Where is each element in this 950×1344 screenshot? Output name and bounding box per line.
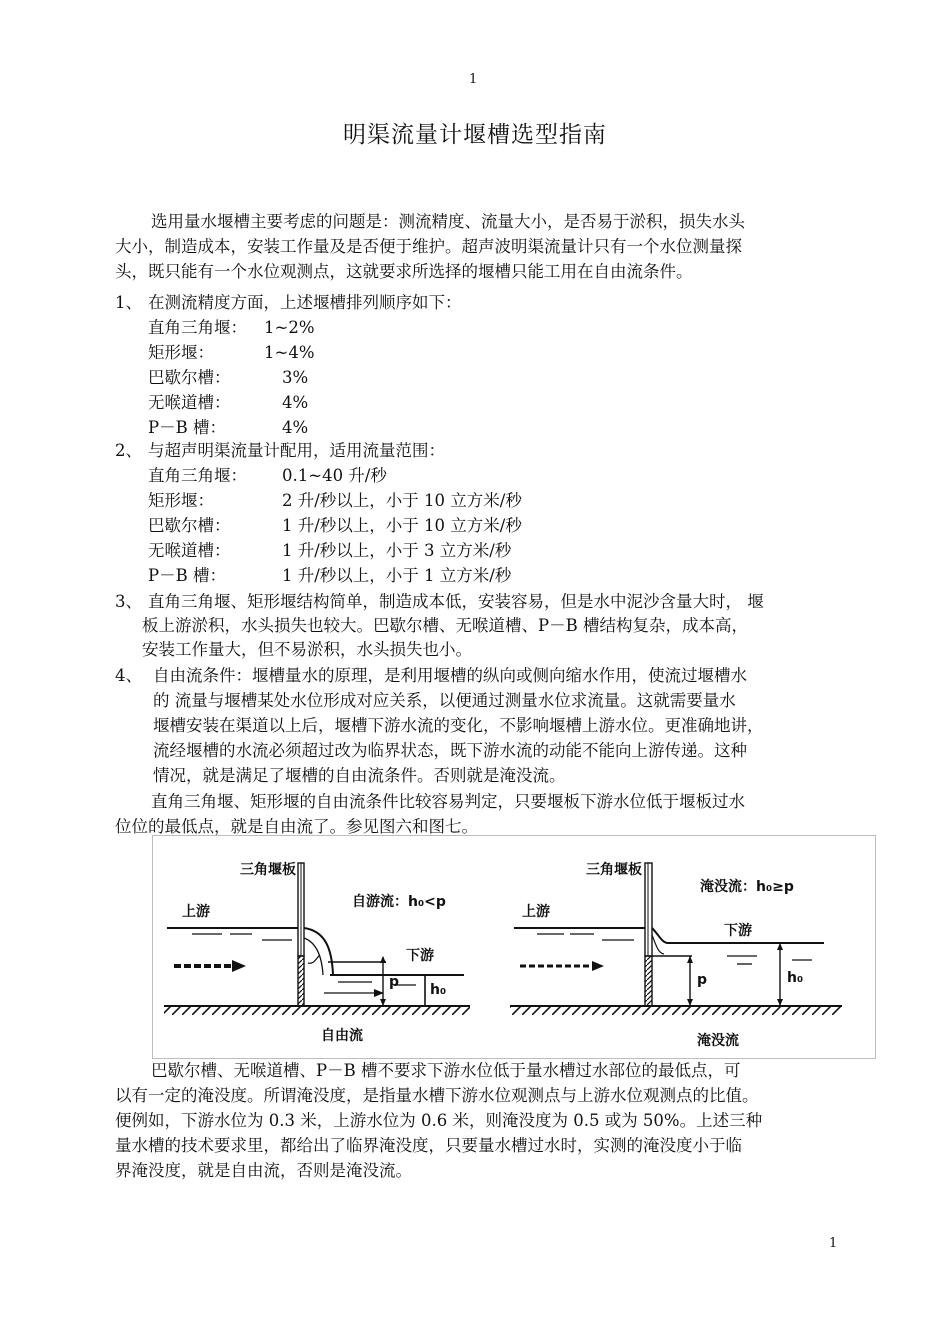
flume-para-line: 便例如，下游水位为 0.3 米，上游水位为 0.6 米，则淹没度为 0.5 或为 50%。上述三种 <box>115 1111 763 1130</box>
right-plate-label: 三角堰板 <box>586 862 642 878</box>
section2-heading: 与超声明渠流量计配用，适用流量范围： <box>148 441 445 460</box>
section4-number: 4、 <box>115 666 142 685</box>
flume-para-line: 界淹没度，就是自由流，否则是淹没流。 <box>115 1161 412 1180</box>
section2-number: 2、 <box>115 441 142 460</box>
right-caption: 淹没流 <box>697 1033 739 1049</box>
s2-item-name: 无喉道槽： <box>148 541 231 560</box>
flume-para-line: 量水槽的技术要求里，都给出了临界淹没度，只要量水槽过水时，实测的淹没度小于临 <box>115 1136 742 1155</box>
right-condition-label: 淹没流：h₀≥p <box>700 879 794 895</box>
s2-item-name: P－B 槽： <box>148 566 226 585</box>
left-h-label: h₀ <box>430 982 447 998</box>
s2-item-value: 2 升/秒以上，小于 10 立方米/秒 <box>282 491 522 510</box>
left-downstream-label: 下游 <box>406 948 434 964</box>
section4-line: 堰槽安装在渠道以上后，堰槽下游水流的变化，不影响堰槽上游水位。更准确地讲， <box>153 716 764 735</box>
section3-number: 3、 <box>115 592 142 611</box>
section3-line: 安装工作量大，但不易淤积，水头损失也小。 <box>142 640 472 659</box>
right-p-label: p <box>697 972 708 988</box>
s1-item-value: 1~2% <box>264 318 315 337</box>
flume-para-line: 以有一定的淹没度。所谓淹没度，是指量水槽下游水位观测点与上游水位观测点的比值。 <box>115 1086 759 1105</box>
weir-para-line: 位位的最低点，就是自由流了。参见图六和图七。 <box>115 817 478 836</box>
flume-para-line: 巴歇尔槽、无喉道槽、P－B 槽不要求下游水位低于量水槽过水部位的最低点，可 <box>151 1061 741 1080</box>
s1-item-name: 无喉道槽： <box>148 393 231 412</box>
s1-item-value: 1~4% <box>264 343 315 362</box>
section4-line: 自由流条件：堰槽量水的原理，是利用堰槽的纵向或侧向缩水作用，使流过堰槽水 <box>153 666 747 685</box>
s2-item-value: 1 升/秒以上，小于 1 立方米/秒 <box>282 566 512 585</box>
intro-line-2: 大小，制造成本，安装工作量及是否便于维护。超声波明渠流量计只有一个水位测量探 <box>115 237 742 256</box>
right-upstream-label: 上游 <box>522 904 550 920</box>
section4-line: 情况，就是满足了堰槽的自由流条件。否则就是淹没流。 <box>153 766 566 785</box>
section1-number: 1、 <box>115 293 142 312</box>
left-caption: 自由流 <box>321 1028 363 1044</box>
intro-line-1: 选用量水堰槽主要考虑的问题是：测流精度、流量大小，是否易于淤积，损失水头 <box>151 212 745 231</box>
s1-item-value: 4% <box>282 418 309 437</box>
weir-para-line: 直角三角堰、矩形堰的自由流条件比较容易判定，只要堰板下游水位低于堰板过水 <box>151 792 745 811</box>
section4-line: 流经堰槽的水流必须超过改为临界状态，既下游水流的动能不能向上游传递。这种 <box>153 741 747 760</box>
s2-item-name: 直角三角堰： <box>148 466 247 485</box>
section3-line: 直角三角堰、矩形堰结构简单，制造成本低，安装容易，但是水中泥沙含量大时， 堰 <box>148 592 764 611</box>
flow-figure <box>152 835 876 1059</box>
s1-item-name: 巴歇尔槽： <box>148 368 231 387</box>
s2-item-value: 1 升/秒以上，小于 3 立方米/秒 <box>282 541 512 560</box>
s2-item-value: 1 升/秒以上，小于 10 立方米/秒 <box>282 516 522 535</box>
s1-item-name: P－B 槽： <box>148 418 226 437</box>
section1-heading: 在测流精度方面，上述堰槽排列顺序如下： <box>148 293 462 312</box>
left-p-label: p <box>389 974 400 990</box>
intro-line-3: 头，既只能有一个水位观测点，这就要求所选择的堰槽只能工用在自由流条件。 <box>115 262 693 281</box>
s1-item-value: 4% <box>282 393 309 412</box>
page-number-top: 1 <box>469 72 478 87</box>
section4-line: 的 流量与堰槽某处水位形成对应关系，以便通过测量水位求流量。这就需要量水 <box>153 691 736 710</box>
s2-item-name: 巴歇尔槽： <box>148 516 231 535</box>
section3-line: 板上游淤积，水头损失也较大。巴歇尔槽、无喉道槽、P－B 槽结构复杂，成本高， <box>142 616 748 635</box>
left-plate-label: 三角堰板 <box>240 862 296 878</box>
left-condition-label: 自游流：h₀<p <box>352 894 446 910</box>
page-title: 明渠流量计堰槽选型指南 <box>343 122 607 148</box>
left-upstream-label: 上游 <box>182 904 210 920</box>
s2-item-name: 矩形堰： <box>148 491 214 510</box>
s1-item-name: 矩形堰： <box>148 343 214 362</box>
page-number-bottom: 1 <box>829 1236 838 1251</box>
right-h-label: h₀ <box>787 970 804 986</box>
right-downstream-label: 下游 <box>724 923 752 939</box>
s1-item-name: 直角三角堰： <box>148 318 247 337</box>
s1-item-value: 3% <box>282 368 309 387</box>
s2-item-value: 0.1~40 升/秒 <box>282 466 387 485</box>
